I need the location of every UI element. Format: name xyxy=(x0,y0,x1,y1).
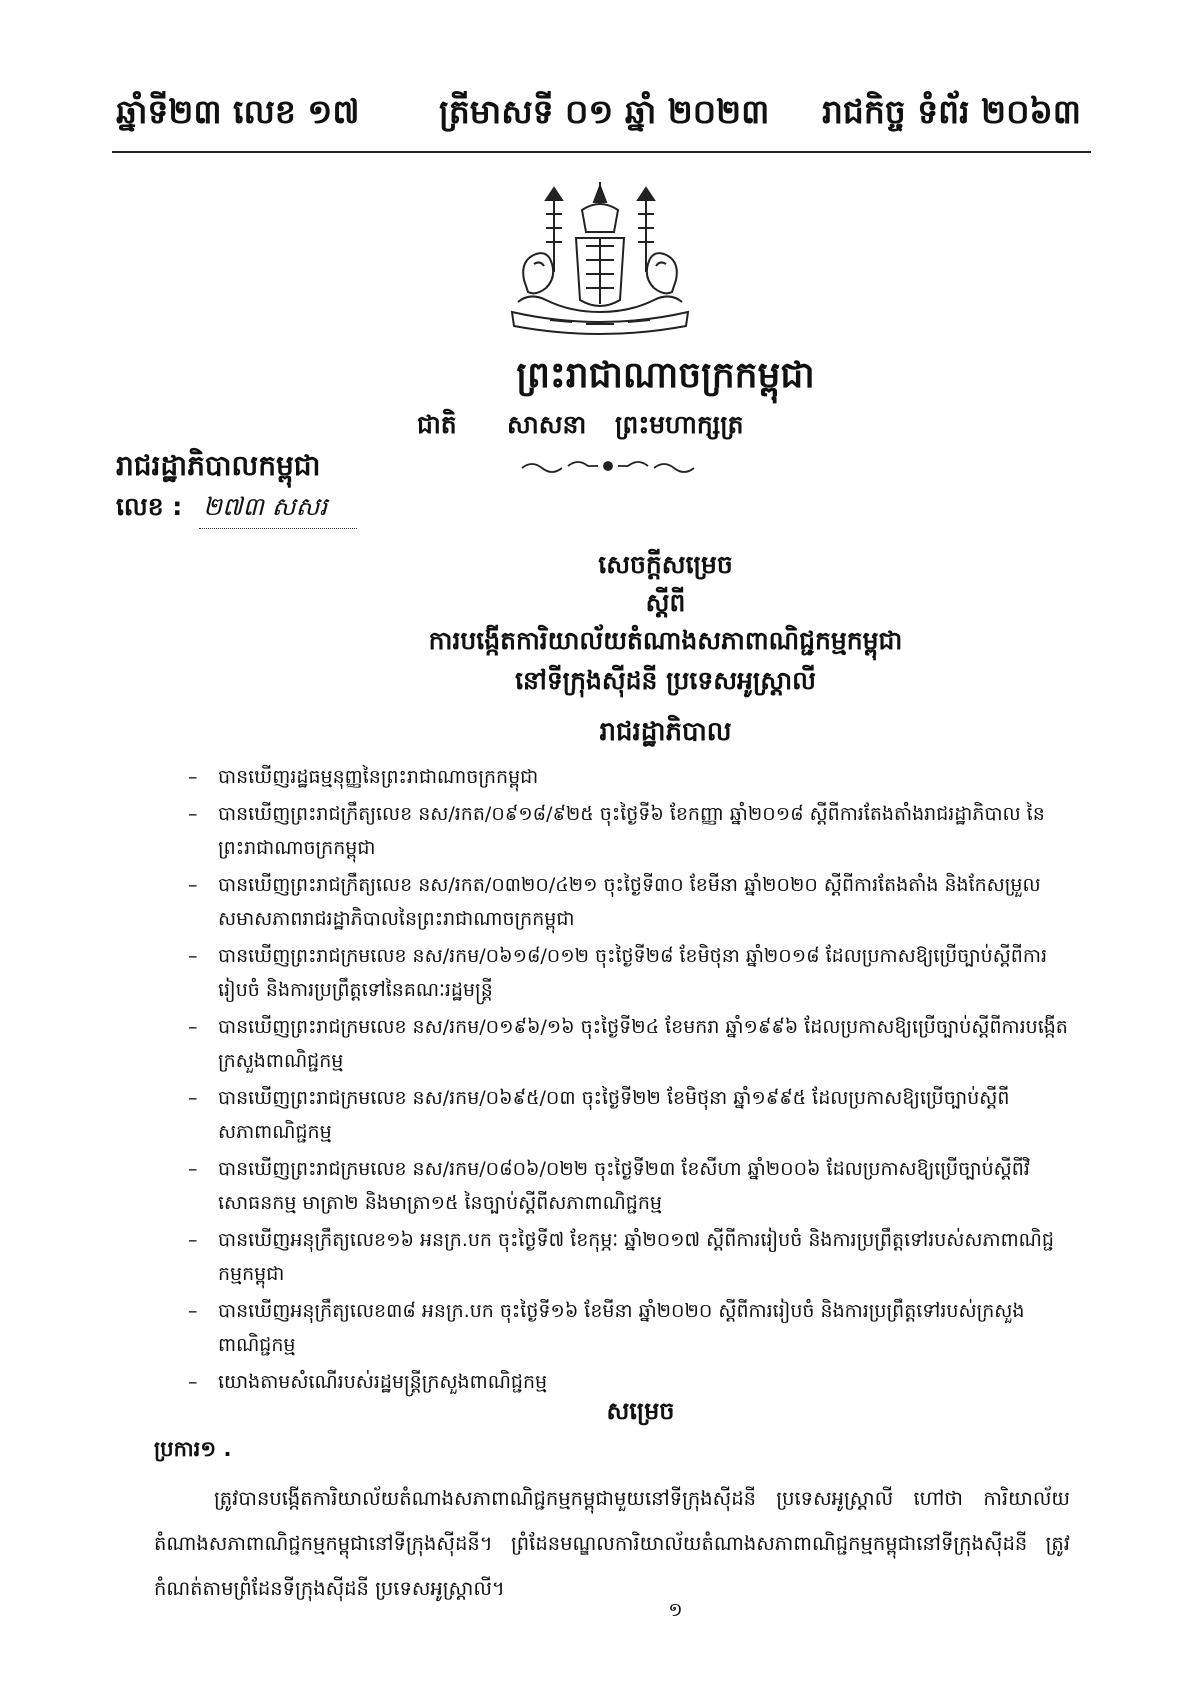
reference-item: – យោងតាមសំណើរបស់រដ្ឋមន្ត្រីក្រសួងពាណិជ្ជកម្ម xyxy=(188,1371,548,1393)
motto-king: ព្រះមហាក្សត្រ xyxy=(615,410,744,439)
reference-item: – បានឃើញព្រះរាជក្រឹត្យលេខ នស/រកត/០៩១៨/៩២៥ ចុះថ្ងៃទី៦ ខែកញ្ញា ឆ្នាំ២០១៨ ស្តីពីការតែងតាំងរាជរដ្ឋាភិបាល នៃព្រះរាជាណាចក្រកម្ពុជា xyxy=(188,803,1045,859)
header-issue: ឆ្នាំទី២៣ លេខ ១៧ xyxy=(116,92,360,131)
royal-coat-of-arms-icon xyxy=(490,180,710,342)
kingdom-name: ព្រះរាជាណាចក្រកម្ពុជា xyxy=(516,355,815,396)
document-number xyxy=(116,492,357,529)
reference-item: – បានឃើញព្រះរាជក្រមលេខ នស/រកម/០៦១៨/០១២ ចុះថ្ងៃទី២៨ ខែមិថុនា ឆ្នាំ២០១៨ ដែលប្រកាសឱ្យប្រើច្បាប់ស្តីពីការរៀបចំ និងការប្រព្រឹត្តទៅនៃគណៈរដ្ឋមន្ត្រី xyxy=(188,945,1047,1001)
reference-item: – បានឃើញព្រះរាជក្រឹត្យលេខ នស/រកត/០៣២០/៤២១ ចុះថ្ងៃទី៣០ ខែមីនា ឆ្នាំ២០២០ ស្តីពីការតែងតាំង និងកែសម្រួលសមាសភាពរាជរដ្ឋាភិបាលនៃព្រះរាជាណាចក្រកម្ពុជា xyxy=(188,874,1041,930)
national-motto xyxy=(417,410,797,446)
reference-item: – បានឃើញរដ្ឋធម្មនុញ្ញនៃព្រះរាជាណាចក្រកម្ពុជា xyxy=(188,766,539,788)
title-regarding: ស្តីពី xyxy=(645,588,686,617)
title-location: នៅទីក្រុងស៊ីដនី ប្រទេសអូស្ត្រាលី xyxy=(515,666,816,695)
article-text: ត្រូវបានបង្កើតការិយាល័យតំណាងសភាពាណិជ្ជកម្មកម្ពុជាមួយនៅទីក្រុងស៊ីដនី ប្រទេសអូស្ត្រាលី ហៅថា ការិយាល័យតំណាងសភាពាណិជ្ជកម្មកម្ពុជានៅទីក្រុងស៊ីដនី។ ព្រំដែនមណ្ឌលការិយាល័យតំណាងសភាពាណិជ្ជកម្មកម្ពុជានៅទីក្រុងស៊ីដនី ត្រូវកំណត់តាមព្រំដែនទីក្រុងស៊ីដនី ប្រទេសអូស្ត្រាលី។ xyxy=(154,1487,1070,1600)
reference-item: – បានឃើញព្រះរាជក្រមលេខ នស/រកម/០៨០៦/០២២ ចុះថ្ងៃទី២៣ ខែសីហា ឆ្នាំ២០០៦ ដែលប្រកាសឱ្យប្រើច្បាប់ស្តីពីវិសោធនកម្ម មាត្រា២ និងមាត្រា១៥ នៃច្បាប់ស្តីពីសភាពាណិជ្ជកម្ម xyxy=(188,1158,1030,1214)
header-quarter: ត្រីមាសទី ០១ ឆ្នាំ ២០២៣ xyxy=(439,92,770,131)
references-list xyxy=(188,760,1068,1402)
header-divider xyxy=(112,151,1091,153)
motto-religion: សាសនា xyxy=(507,410,587,439)
title-authority: រាជរដ្ឋាភិបាល xyxy=(599,717,732,747)
motto-nation: ជាតិ xyxy=(417,410,457,439)
number-label: លេខ : xyxy=(116,492,183,521)
header-page: រាជកិច្ច ទំព័រ ២០៦៣ xyxy=(821,92,1081,131)
title-decision: សេចក្តីសម្រេច xyxy=(598,550,733,579)
number-value: ២៧៣ សសរ xyxy=(199,492,357,529)
page-number: ១ xyxy=(668,1599,683,1621)
reference-item: – បានឃើញអនុក្រឹត្យលេខ១៦ អនក្រ.បក ចុះថ្ងៃទី៧ ខែកុម្ភៈ ឆ្នាំ២០១៧ ស្តីពីការរៀបចំ និងការប្រព្រឹត្តទៅរបស់សភាពាណិជ្ជកម្មកម្ពុជា xyxy=(188,1229,1054,1285)
title-subject: ការបង្កើតការិយាល័យតំណាងសភាពាណិជ្ជកម្មកម្ពុជា xyxy=(428,626,903,655)
reference-item: – បានឃើញព្រះរាជក្រមលេខ នស/រកម/០៦៩៥/០៣ ចុះថ្ងៃទី២២ ខែមិថុនា ឆ្នាំ១៩៩៥ ដែលប្រកាសឱ្យប្រើច្បាប់ស្តីពីសភាពាណិជ្ជកម្ម xyxy=(188,1087,1010,1143)
issuer-name: រាជរដ្ឋាភិបាលកម្ពុជា xyxy=(116,449,321,482)
reference-item: – បានឃើញព្រះរាជក្រមលេខ នស/រកម/០១៩៦/១៦ ចុះថ្ងៃទី២៤ ខែមករា ឆ្នាំ១៩៩៦ ដែលប្រកាសឱ្យប្រើច្បាប់ស្តីពីការបង្កើតក្រសួងពាណិជ្ជកម្ម xyxy=(188,1016,1068,1072)
decision-heading: សម្រេច xyxy=(606,1397,675,1425)
article-label: ប្រការ១ . xyxy=(154,1437,232,1461)
gazette-header xyxy=(116,92,1081,140)
divider-ornament-icon xyxy=(518,456,698,476)
reference-item: – បានឃើញអនុក្រឹត្យលេខ៣៨ អនក្រ.បក ចុះថ្ងៃទី១៦ ខែមីនា ឆ្នាំ២០២០ ស្តីពីការរៀបចំ និងការប្រព្រឹត្តទៅរបស់ក្រសួងពាណិជ្ជកម្ម xyxy=(188,1300,1025,1356)
